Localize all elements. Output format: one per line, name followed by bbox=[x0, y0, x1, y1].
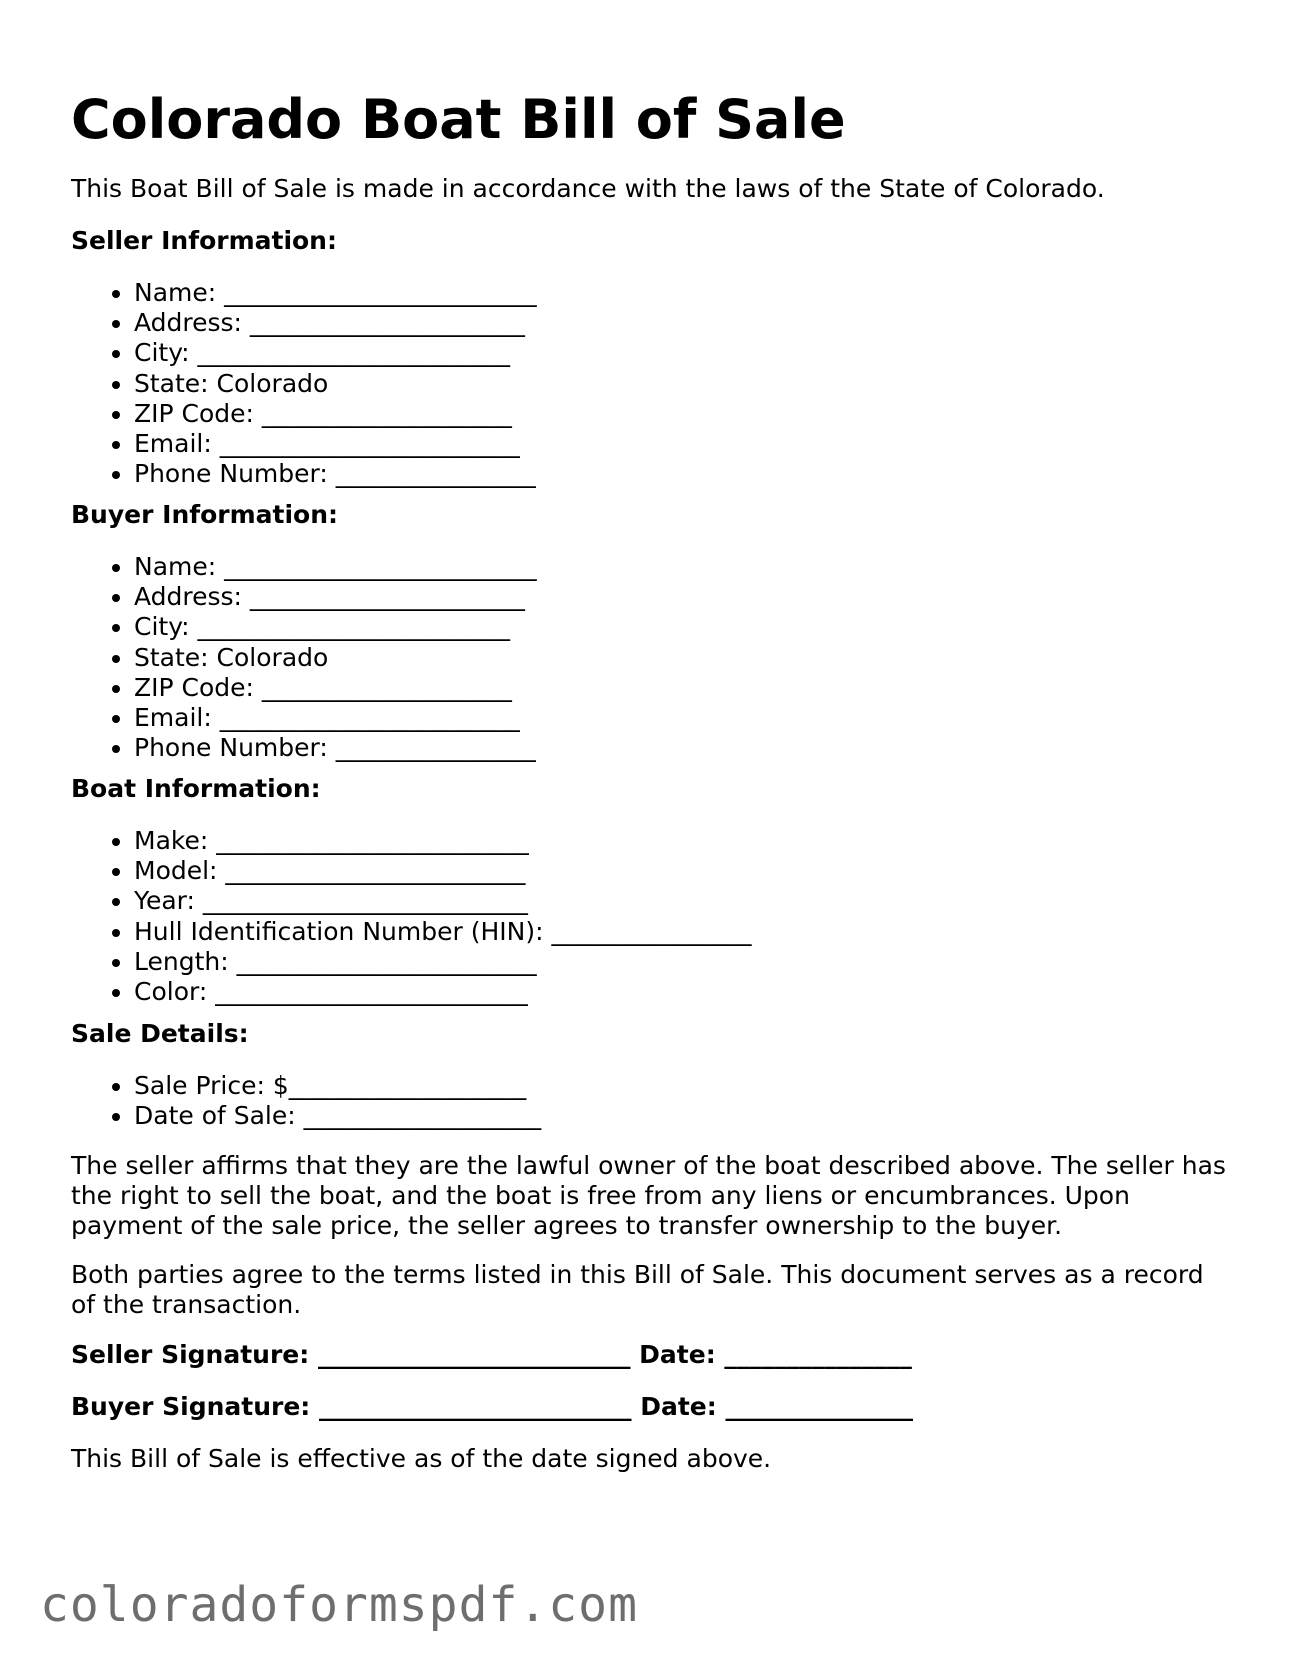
boat-year-field: • Year: __________________________ bbox=[134, 886, 751, 916]
sale-fields bbox=[71, 1071, 541, 1131]
watermark-text: coloradoformspdf.com bbox=[40, 1577, 638, 1633]
boat-heading: Boat Information: bbox=[71, 774, 321, 803]
seller-state-field: • State: Colorado bbox=[134, 369, 537, 399]
document-title: Colorado Boat Bill of Sale bbox=[71, 88, 846, 151]
buyer-state-field: • State: Colorado bbox=[134, 643, 537, 673]
agreement-paragraph: Both parties agree to the terms listed in this Bill of Sale. This document serves as a record of the transaction. bbox=[71, 1260, 1204, 1319]
seller-city-field: • City: _________________________ bbox=[134, 338, 537, 368]
buyer-email-field: • Email: ________________________ bbox=[134, 703, 537, 733]
buyer-heading: Buyer Information: bbox=[71, 500, 339, 529]
buyer-address-field: • Address: ______________________ bbox=[134, 582, 537, 612]
boat-model-field: • Model: ________________________ bbox=[134, 856, 751, 886]
buyer-city-field: • City: _________________________ bbox=[134, 612, 537, 642]
seller-heading: Seller Information: bbox=[71, 226, 337, 255]
seller-zip-field: • ZIP Code: ____________________ bbox=[134, 399, 537, 429]
buyer-zip-field: • ZIP Code: ____________________ bbox=[134, 673, 537, 703]
boat-hin-field: • Hull Identification Number (HIN): ________________ bbox=[134, 917, 751, 947]
boat-make-field: • Make: _________________________ bbox=[134, 826, 751, 856]
seller-phone-field: • Phone Number: ________________ bbox=[134, 459, 537, 489]
sale-heading: Sale Details: bbox=[71, 1019, 249, 1048]
seller-address-field: • Address: ______________________ bbox=[134, 308, 537, 338]
boat-length-field: • Length: ________________________ bbox=[134, 947, 751, 977]
affirmation-paragraph: The seller affirms that they are the lawful owner of the boat described above. The seller has the right to sell the boat, and the boat is free from any liens or encumbrances. Upon payment of the sale price, the seller agrees to transfer ownership to the buyer. bbox=[71, 1151, 1226, 1240]
buyer-fields bbox=[71, 552, 537, 763]
buyer-signature-line: Buyer Signature: _________________________ Date: _______________ bbox=[71, 1392, 913, 1421]
seller-email-field: • Email: ________________________ bbox=[134, 429, 537, 459]
seller-fields bbox=[71, 278, 537, 489]
buyer-phone-field: • Phone Number: ________________ bbox=[134, 733, 537, 763]
effective-statement: This Bill of Sale is effective as of the date signed above. bbox=[71, 1444, 772, 1473]
sale-price-field: • Sale Price: $___________________ bbox=[134, 1071, 541, 1101]
boat-fields bbox=[71, 826, 751, 1007]
sale-date-field: • Date of Sale: ___________________ bbox=[134, 1101, 541, 1131]
boat-color-field: • Color: _________________________ bbox=[134, 977, 751, 1007]
seller-signature-line: Seller Signature: _________________________ Date: _______________ bbox=[71, 1340, 912, 1369]
intro-paragraph: This Boat Bill of Sale is made in accordance with the laws of the State of Colorado. bbox=[71, 174, 1105, 203]
buyer-name-field: • Name: _________________________ bbox=[134, 552, 537, 582]
seller-name-field: • Name: _________________________ bbox=[134, 278, 537, 308]
